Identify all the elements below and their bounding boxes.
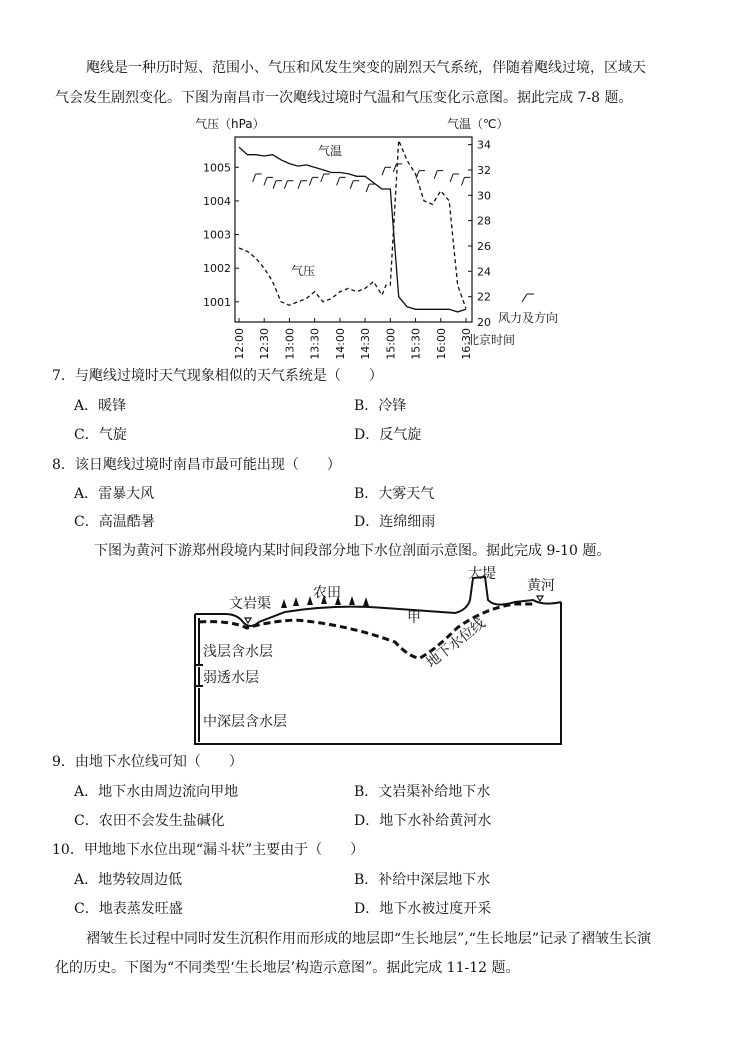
y-right-tick-label: 26 (477, 239, 491, 253)
y-right-tick-label: 34 (477, 138, 491, 152)
label-jia: 甲 (407, 610, 421, 626)
q8-option-c: C．高温酷暑 (74, 514, 155, 530)
label-huanghe: 黄河 (527, 578, 555, 594)
wind-barb-stem (321, 174, 324, 182)
y-left-tick-label: 1004 (203, 194, 231, 208)
label-shallow-aquifer: 浅层含水层 (203, 644, 273, 660)
wind-barb-stem (253, 174, 256, 182)
water-level-marker-canal (245, 618, 251, 623)
x-tick-label: 12:30 (258, 328, 272, 360)
temperature-label: 气温 (318, 144, 343, 158)
y-left-tick-label: 1001 (203, 295, 231, 309)
x-tick-label: 15:00 (384, 328, 398, 360)
y-left-tick-label: 1003 (203, 228, 231, 242)
intro-2: 下图为黄河下游郑州段境内某时间段部分地下水位剖面示意图。据此完成 9-10 题。 (94, 543, 611, 559)
q10-stem: 10．甲地地下水位出现“漏斗状”主要由于（ ） (52, 842, 365, 858)
pressure-label: 气压 (291, 264, 316, 278)
label-dadi: 大堤 (468, 566, 496, 582)
label-wenyanqu: 文岩渠 (229, 596, 271, 612)
y-left-tick-label: 1002 (203, 262, 231, 276)
q7-stem: 7．与飑线过境时天气现象相似的天气系统是（ ） (52, 368, 383, 384)
intro-3-line-2: 化的历史。下图为“不同类型‘生长地层’构造示意图”。据此完成 11-12 题。 (55, 960, 520, 976)
wind-barb-stem (337, 177, 340, 185)
label-deep-aquifer: 中深层含水层 (203, 714, 287, 730)
q7-option-b: B．冷锋 (354, 398, 407, 414)
x-tick-label: 13:30 (308, 328, 322, 360)
wind-barb-stem (309, 177, 312, 185)
plot-frame (235, 137, 472, 322)
q9-stem: 9．由地下水位线可知（ ） (52, 754, 243, 770)
q10-option-d: D．地下水被过度开采 (354, 901, 492, 917)
label-aquitard: 弱透水层 (203, 670, 259, 686)
y-right-tick-label: 20 (477, 316, 491, 329)
y-right-tick-label: 24 (477, 265, 491, 279)
wind-barb-stem (350, 181, 353, 189)
q8-option-d: D．连绵细雨 (354, 514, 436, 530)
q10-option-a: A．地势较周边低 (74, 872, 183, 888)
wind-legend-label: 风力及方向 (498, 311, 559, 325)
intro-line-1: 飑线是一种历时短、范围小、气压和风发生突变的剧烈天气系统，伴随着飑线过境，区域天 (86, 60, 646, 76)
groundwater-diagram (185, 560, 575, 748)
y-left-label: 气压（hPa） (195, 117, 265, 131)
pressure-series-line (239, 140, 466, 308)
y-left-tick-label: 1005 (203, 161, 231, 175)
q9-option-a: A．地下水由周边流向甲地 (74, 784, 239, 800)
q9-option-c: C．农田不会发生盐碱化 (74, 813, 225, 829)
wind-barb-stem (284, 181, 287, 189)
y-right-tick-label: 30 (477, 189, 491, 203)
wind-barb-stem (450, 174, 453, 182)
intro-line-2: 气会发生剧烈变化。下图为南昌市一次飑线过境时气温和气压变化示意图。据此完成 7-8 题。 (55, 90, 633, 106)
x-axis-label: 北京时间 (467, 333, 516, 347)
wind-barb-stem (366, 184, 369, 192)
intro-3-line-1: 褶皱生长过程中同时发生沉积作用而形成的地层即“生长地层”,“生长地层”记录了褶皱生长演 (86, 931, 652, 947)
q8-stem: 8．该日飑线过境时南昌市最可能出现（ ） (52, 457, 341, 473)
y-right-tick-label: 32 (477, 163, 491, 177)
wind-barb-stem (264, 177, 267, 185)
label-groundwater-line: 地下水位线 (423, 615, 489, 672)
wind-barb-stem (461, 177, 464, 185)
x-tick-label: 14:30 (359, 328, 373, 360)
q10-option-c: C．地表蒸发旺盛 (74, 901, 183, 917)
wind-barb-stem (273, 181, 276, 189)
q8-option-b: B．大雾天气 (354, 486, 435, 502)
y-right-label: 气温（℃） (447, 117, 509, 131)
q7-option-a: A．暖锋 (74, 398, 127, 414)
q7-option-c: C．气旋 (74, 427, 127, 443)
y-right-tick-label: 22 (477, 290, 491, 304)
q10-option-b: B．补给中深层地下水 (354, 872, 491, 888)
wind-barb-stem (298, 181, 301, 189)
wind-barb-stem (382, 167, 385, 175)
q7-option-d: D．反气旋 (354, 427, 422, 443)
wind-barb-stem (393, 164, 396, 172)
x-tick-label: 15:30 (409, 328, 423, 360)
wind-barb-stem (434, 171, 437, 179)
x-tick-label: 16:00 (434, 328, 448, 360)
water-level-marker-river (537, 596, 543, 601)
weather-chart (185, 112, 585, 367)
x-tick-label: 13:00 (283, 328, 297, 360)
x-tick-label: 14:00 (333, 328, 347, 360)
q8-option-a: A．雷暴大风 (74, 486, 155, 502)
x-tick-label: 12:00 (233, 328, 246, 360)
wind-legend-symbol (522, 294, 534, 302)
x-tick-label: 16:30 (460, 328, 473, 360)
wind-barb-stem (416, 171, 419, 179)
q9-option-b: B．文岩渠补给地下水 (354, 784, 491, 800)
y-right-tick-label: 28 (477, 214, 491, 228)
q9-option-d: D．地下水补给黄河水 (354, 813, 492, 829)
temperature-series-line (239, 147, 466, 312)
label-nongtian: 农田 (313, 585, 341, 601)
wind-barbs (253, 164, 471, 192)
